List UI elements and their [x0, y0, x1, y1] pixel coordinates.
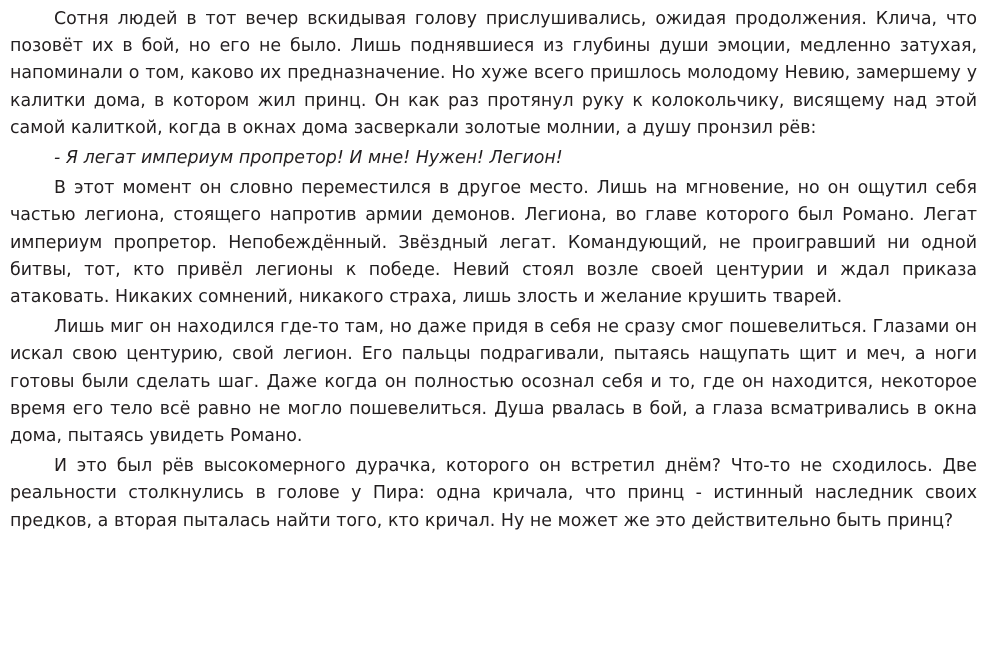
paragraph: Лишь миг он находился где-то там, но даже придя в себя не сразу смог пошевелиться. Глазами он искал свою центурию, свой легион. Его пальцы подрагивали, пытаясь нащупать щит и меч, а ноги готовы были сделать шаг. Даже когда он полностью осознал себя и то, где он находится, некоторое время его тело всё равно не могло пошевелиться. Душа рвалась в бой, а глаза всматривались в окна дома, пытаясь увидеть Романо.	[10, 317, 977, 447]
paragraph: И это был рёв высокомерного дурачка, которого он встретил днём? Что-то не сходилось. Две реальности столкнулись в голове у Пира: одна кричала, что принц - истинный наследник своих предков, а вторая пыталась найти того, кто кричал. Ну не может же это действительно быть принц?	[10, 456, 977, 531]
paragraph: В этот момент он словно переместился в другое место. Лишь на мгновение, но он ощутил себя частью легиона, стоящего напротив армии демонов. Легиона, во главе которого был Романо. Легат империум пропретор. Непобеждённый. Звёздный легат. Командующий, не проигравший ни одной битвы, тот, кто привёл легионы к победе. Невий стоял возле своей центурии и ждал приказа атаковать. Никаких сомнений, никакого страха, лишь злость и желание крушить тварей.	[10, 178, 977, 308]
dialogue-line: - Я легат империум пропретор! И мне! Нужен! Легион!	[54, 148, 563, 169]
paragraph: Сотня людей в тот вечер вскидывая голову прислушивались, ожидая продолжения. Клича, что позовёт их в бой, но его не было. Лишь поднявшиеся из глубины души эмоции, медленно затухая, напоминали о том, каково их предназначение. Но хуже всего пришлось молодому Невию, замершему у калитки дома, в котором жил принц. Он как раз протянул руку к колокольчику, висящему над этой самой калиткой, когда в окнах дома засверкали золотые молнии, а душу пронзил рёв:	[10, 9, 977, 138]
